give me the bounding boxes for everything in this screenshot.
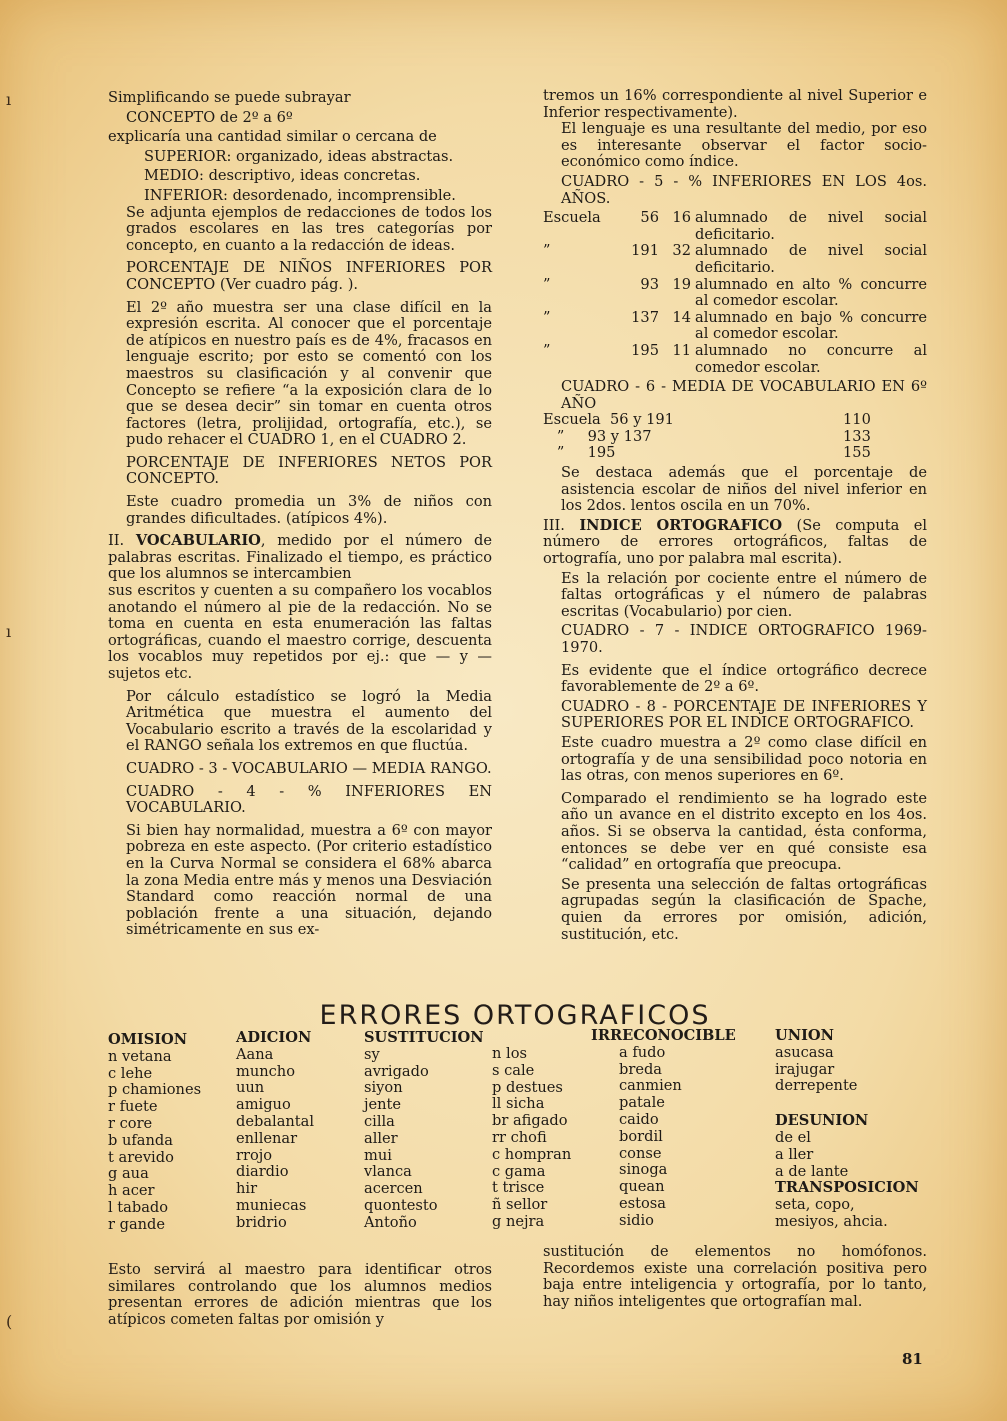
error-word: rrojo [236, 1146, 273, 1164]
vocab-title: VOCABULARIO [135, 532, 261, 550]
table-cell: 133 [843, 427, 871, 445]
error-word: avrigado [364, 1062, 429, 1080]
error-word: bridrio [236, 1213, 287, 1231]
error-word: enllenar [236, 1129, 298, 1147]
table-cell: 155 [843, 444, 871, 462]
table-reference: CUADRO - 4 - % INFERIORES EN VOCABULARIO. [126, 782, 492, 817]
error-word: de el [775, 1128, 811, 1146]
table-reference: CUADRO - 5 - % INFERIORES EN LOS 4os. AÑOS. [561, 172, 927, 207]
vocab-text: , medido por el número de palabras escritas. Finalizado el tiempo, es práctico que los alumnos se intercambien [108, 532, 492, 583]
table-cell: alumnado en alto % concurre al comedor escolar. [695, 275, 927, 310]
category-inferior: INFERIOR: desordenado, incomprensible. [144, 186, 456, 204]
sustitucion-column [364, 1030, 484, 1232]
sustitucion2-column [492, 1046, 571, 1231]
error-word: rr chofi [492, 1128, 547, 1146]
error-word: s cale [492, 1061, 535, 1079]
error-word: ll sicha [492, 1095, 545, 1113]
paragraph: CONCEPTO de 2º a 6º [126, 108, 293, 126]
roman-numeral: II. [108, 532, 125, 550]
table-row [543, 445, 927, 462]
paragraph: sus escritos y cuenten a su compañero los vocablos anotando el número al pie de la redacción. No se toma en cuenta en esta enumeración las faltas ortográficas, cuando el maestro corrige, descuenta los vocablos muy repetidos por ej.: que — y — sujetos etc. [108, 582, 492, 682]
column-header: UNION [775, 1027, 834, 1044]
table-cell: ” [543, 308, 551, 326]
error-word: asucasa [775, 1043, 834, 1061]
error-word: uun [236, 1079, 265, 1097]
error-word: sy [364, 1045, 380, 1063]
error-word: siyon [364, 1079, 403, 1097]
error-word: n vetana [108, 1047, 172, 1065]
paragraph: Si bien hay normalidad, muestra a 6º con mayor pobreza en este aspecto. (Por criterio estadístico en la Curva Normal se considera el 68% abarca la zona Media entre más y menos una Desviación Standard como reacción normal de una población frente a una situación, dejando simétricamente en sus ex- [126, 821, 492, 939]
column-header: ADICION [236, 1029, 312, 1046]
error-word: canmien [619, 1077, 682, 1095]
table-cell: 93 [640, 275, 659, 293]
school-table [543, 210, 927, 376]
error-word: Aana [236, 1045, 274, 1063]
error-word: br afigado [492, 1112, 568, 1130]
error-word: seta, copo, [775, 1196, 855, 1214]
table-cell: ” 93 y 137 [543, 427, 652, 445]
section-heading: PORCENTAJE DE NIÑOS INFERIORES POR CONCEPTO (Ver cuadro pág. ). [126, 259, 492, 293]
paragraph: El 2º año muestra ser una clase difícil en la expresión escrita. Al conocer que el porcentaje de atípicos en nuestro país es de 4%, fracasos en lenguaje escrito; por esto se comentó con los maestros su clasificación y al convenir que Concepto se refiere “a la exposición clara de lo que se desea decir” sin tomar en cuenta otros factores (letra, prolijidad, ortografía, etc.), se pudo rehacer el CUADRO 1, en el CUADRO 2. [126, 298, 492, 449]
table-cell: ” [543, 341, 551, 359]
section-heading: PORCENTAJE DE INFERIORES NETOS POR CONCEPTO. [126, 453, 492, 488]
edge-mark: ı [6, 90, 12, 109]
paragraph: Este cuadro promedia un 3% de niños con grandes dificultades. (atípicos 4%). [126, 493, 492, 527]
table-row [543, 277, 927, 310]
error-word: aller [364, 1129, 398, 1147]
category-medio: MEDIO: descriptivo, ideas concretas. [144, 167, 421, 185]
table-cell: alumnado de nivel social deficitario. [695, 242, 927, 276]
error-word: hir [236, 1180, 258, 1198]
union-column [775, 1028, 919, 1231]
error-word: muncho [236, 1062, 295, 1080]
error-word: c lehe [108, 1064, 153, 1082]
error-word: Antoño [364, 1213, 417, 1231]
right-column [543, 88, 927, 943]
paragraph: Es evidente que el índice ortográfico decrece favorablemente de 2º a 6º. [561, 661, 927, 696]
paragraph: Por cálculo estadístico se logró la Media Aritmética que muestra el aumento del Vocabulario escrito a través de la escolaridad y el RANGO señala los extremos en que fluctúa. [126, 687, 492, 755]
table-reference: CUADRO - 8 - PORCENTAJE DE INFERIORES Y SUPERIORES POR EL INDICE ORTOGRAFICO. [561, 697, 927, 732]
error-word: irajugar [775, 1060, 835, 1078]
table-cell: 191 [631, 242, 659, 260]
paragraph: Se presenta una selección de faltas ortográficas agrupadas según la clasificación de Spache, quien da errores por omisión, adición, sustitución, etc. [561, 875, 927, 943]
error-word: r gande [108, 1215, 166, 1233]
paragraph: Comparado el rendimiento se ha logrado este año un avance en el distrito excepto en los 4os. años. Si se observa la cantidad, ésta conforma, entonces se debe ver en qué consiste esa “calidad” en ortografía que preocupa. [561, 789, 927, 874]
page-number: 81 [902, 1350, 923, 1368]
vocab-table [543, 412, 927, 462]
error-word: r core [108, 1114, 153, 1132]
error-word: t arevido [108, 1148, 174, 1166]
error-word: breda [619, 1060, 662, 1078]
error-word: estosa [619, 1194, 666, 1212]
error-word: vlanca [364, 1163, 412, 1181]
table-cell: alumnado en bajo % concurre al comedor escolar. [695, 308, 927, 343]
error-word: amiguo [236, 1096, 291, 1114]
table-row [543, 310, 927, 343]
column-header: OMISION [108, 1031, 188, 1048]
column-header: DESUNION [775, 1112, 869, 1130]
error-word: quontesto [364, 1196, 438, 1214]
error-word: n los [492, 1045, 527, 1062]
column-header: SUSTITUCION [364, 1029, 484, 1046]
table-cell: 14 [672, 308, 691, 326]
error-word: conse [619, 1144, 662, 1162]
table-cell: 19 [672, 275, 691, 293]
error-word: ñ sellor [492, 1196, 548, 1214]
errors-title: ERRORES ORTOGRAFICOS [319, 1000, 711, 1031]
paragraph: El lenguaje es una resultante del medio, por eso es interesante observar el factor socio-económico como índice. [561, 120, 927, 171]
table-row [543, 343, 927, 376]
error-word: diardio [236, 1163, 289, 1181]
column-header: TRANSPOSICION [775, 1179, 919, 1197]
error-word: jente [364, 1096, 402, 1114]
roman-numeral: III. [543, 516, 565, 534]
table-cell: alumnado de nivel social deficitario. [695, 209, 927, 243]
error-word: g nejra [492, 1212, 545, 1230]
error-word: mesiyos, ahcia. [775, 1212, 888, 1230]
table-cell: ” [543, 242, 551, 260]
error-word: sidio [619, 1211, 654, 1229]
error-word: caido [619, 1110, 659, 1128]
table-cell: Escuela 56 y 191 [543, 411, 674, 429]
edge-mark: ( [6, 1312, 13, 1331]
table-reference: CUADRO - 7 - INDICE ORTOGRAFICO 1969-1970. [561, 622, 927, 656]
error-word: r fuete [108, 1098, 158, 1116]
error-word: g aua [108, 1165, 149, 1183]
error-word: h acer [108, 1182, 155, 1200]
error-word: quean [619, 1178, 665, 1196]
error-word: debalantal [236, 1112, 315, 1130]
error-word: acercen [364, 1180, 423, 1198]
paragraph: Es la relación por cociente entre el número de faltas ortográficas y el número de palabras escritas (Vocabulario) por cien. [561, 569, 927, 620]
paragraph: Simplificando se puede subrayar [108, 89, 351, 106]
ortho-title: INDICE ORTOGRAFICO [579, 516, 783, 534]
error-word: derrepente [775, 1077, 858, 1095]
bottom-right-paragraph: sustitución de elementos no homófonos. Recordemos existe una correlación positiva pero baja entre inteligencia y ortografía, por lo tanto, hay niños inteligentes que ortografían mal. [543, 1243, 927, 1310]
error-word: mui [364, 1146, 392, 1164]
error-word: c hompran [492, 1145, 572, 1163]
error-word: muniecas [236, 1196, 307, 1214]
bottom-left-paragraph: Esto servirá al maestro para identificar otros similares controlando que los alumnos medios presentan errores de adición mientras que los atípicos cometen faltas por omisión y [108, 1261, 492, 1328]
table-reference: CUADRO - 3 - VOCABULARIO — MEDIA RANGO. [126, 759, 492, 777]
table-row [543, 210, 927, 243]
error-word: a fudo [619, 1043, 666, 1061]
error-word: sinoga [619, 1161, 668, 1179]
table-cell: alumnado no concurre al comedor escolar. [695, 341, 927, 376]
table-row [543, 243, 927, 276]
table-cell: 137 [631, 308, 659, 326]
table-row [543, 429, 927, 446]
error-word: a de lante [775, 1162, 849, 1180]
error-word: patale [619, 1094, 665, 1112]
table-cell: 32 [672, 242, 691, 260]
error-word: p chamiones [108, 1081, 202, 1099]
paragraph: Se adjunta ejemplos de redacciones de todos los grados escolares en las tres categorías por concepto, en cuanto a la redacción de ideas. [126, 203, 492, 254]
table-row [543, 412, 927, 429]
table-cell: Escuela [543, 209, 601, 227]
vocab-heading [108, 533, 492, 583]
edge-mark: ı [6, 622, 12, 641]
table-cell: 56 [640, 209, 659, 227]
ortho-text: (Se computa el número de errores ortográficos, faltas de ortografía, uno por palabra mal escrita). [543, 516, 927, 568]
paragraph: Se destaca además que el porcentaje de asistencia escolar de niños del nivel inferior en los 2dos. lentos oscila en un 70%. [561, 464, 927, 515]
paragraph: tremos un 16% correspondiente al nivel Superior e Inferior respectivamente). [543, 87, 927, 121]
paragraph: Este cuadro muestra a 2º como clase difícil en ortografía y de una sensibilidad poco notoria en las otras, con menos superiores en 6º. [561, 733, 927, 785]
irreconocible-column [591, 1028, 736, 1230]
table-cell: 110 [843, 411, 871, 429]
error-word: p destues [492, 1078, 563, 1096]
adicion-column [236, 1030, 314, 1232]
table-reference: CUADRO - 6 - MEDIA DE VOCABULARIO EN 6º AÑO [561, 378, 927, 412]
left-column [108, 90, 492, 939]
paragraph: explicaría una cantidad similar o cercana de [108, 128, 437, 146]
error-word: bordil [619, 1127, 663, 1145]
omision-column [108, 1032, 201, 1234]
error-word: l tabado [108, 1198, 169, 1216]
error-word: t trisce [492, 1179, 545, 1197]
error-word: a ller [775, 1145, 814, 1163]
error-word: b ufanda [108, 1131, 173, 1149]
table-cell: 16 [672, 209, 691, 227]
category-superior: SUPERIOR: organizado, ideas abstractas. [144, 147, 454, 165]
table-cell: ” 195 [543, 444, 616, 462]
column-header: IRRECONOCIBLE [591, 1027, 736, 1044]
table-cell: 195 [631, 341, 659, 359]
error-word: c gama [492, 1162, 546, 1180]
error-word: cilla [364, 1112, 395, 1130]
ortho-heading [543, 518, 927, 568]
table-cell: 11 [672, 341, 691, 359]
table-cell: ” [543, 275, 551, 293]
